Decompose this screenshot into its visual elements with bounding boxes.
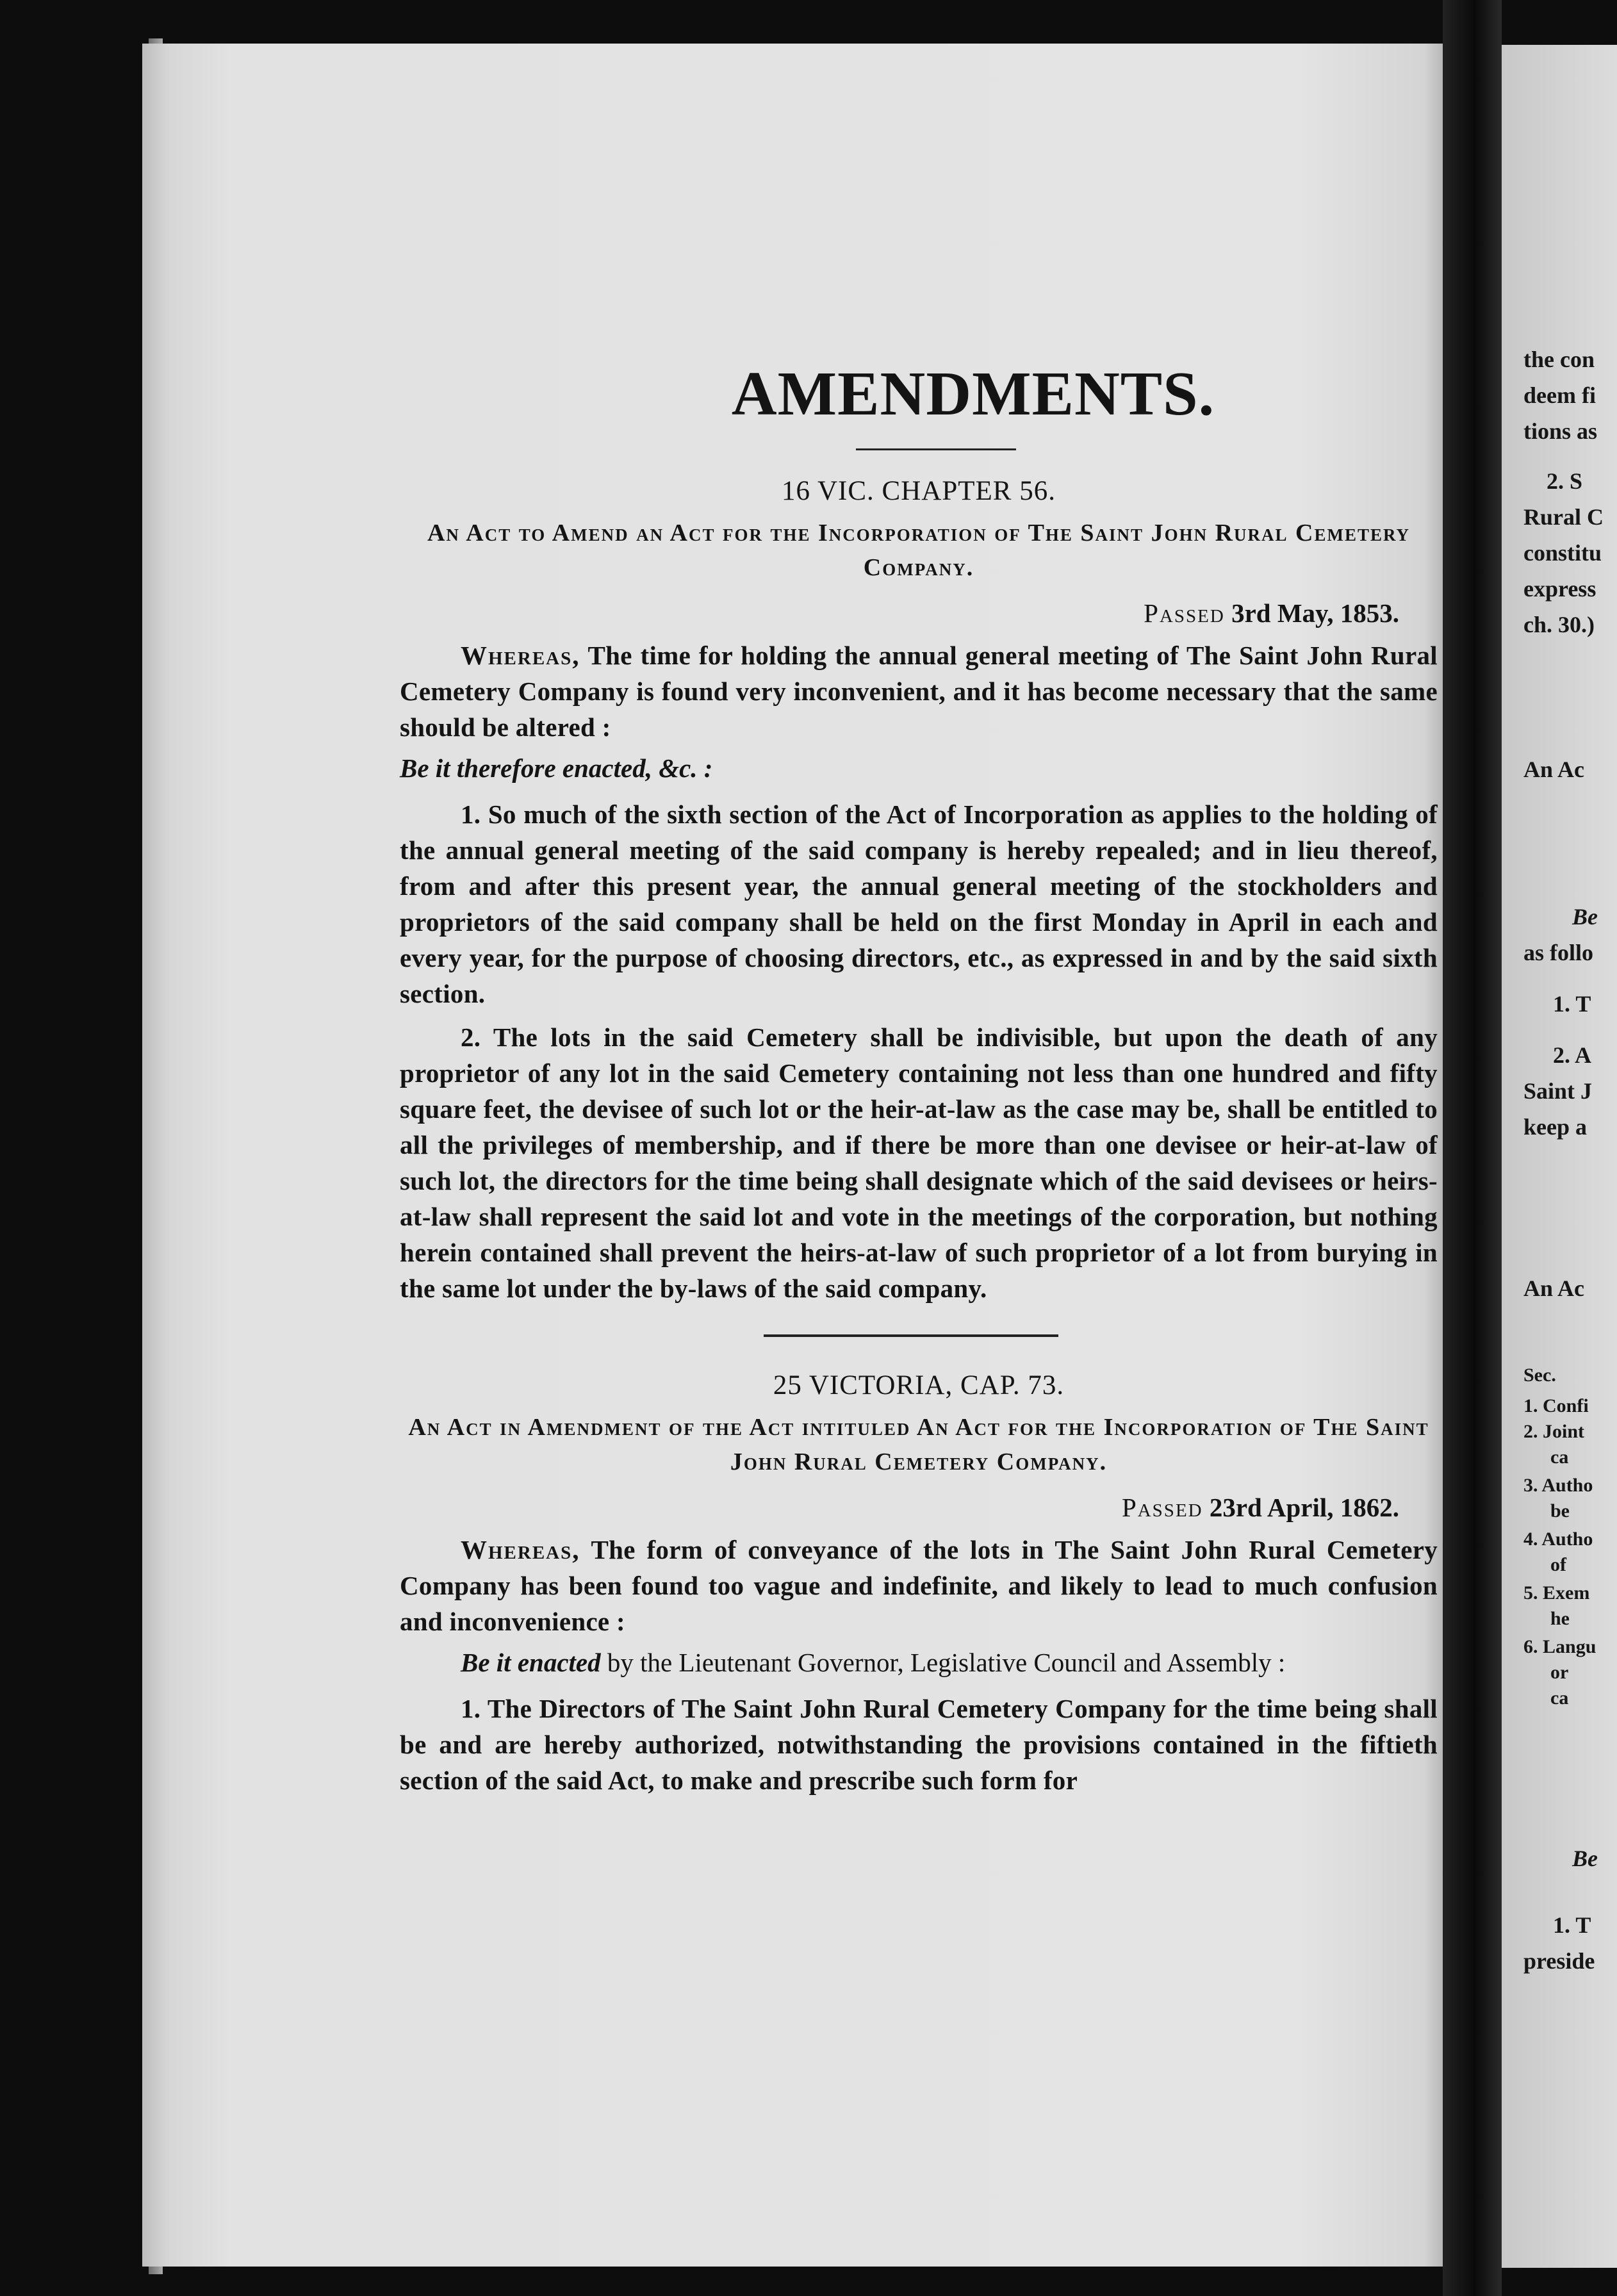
passed-date-value: 3rd May, 1853.	[1231, 598, 1399, 628]
facing-text-line: keep a	[1523, 1114, 1587, 1140]
passed-date	[400, 595, 1399, 631]
facing-text-line: he	[1550, 1608, 1570, 1629]
facing-text-line: constitu	[1523, 540, 1602, 566]
facing-text-line: 2. Joint	[1523, 1421, 1585, 1442]
facing-text-line: the con	[1523, 347, 1595, 372]
page-content	[400, 359, 1438, 1798]
facing-text-line: ca	[1550, 1687, 1569, 1709]
divider	[764, 1334, 1058, 1337]
facing-text-line: An Ac	[1523, 1275, 1585, 1301]
enacting-italic: Be it enacted	[461, 1648, 601, 1677]
facing-text-line: Rural C	[1523, 504, 1604, 530]
divider	[856, 448, 1016, 450]
act-title: An Act to Amend an Act for the Incorporation of The Saint John Rural Cemetery Company.	[427, 520, 1411, 581]
book-gutter	[1443, 0, 1502, 2296]
preamble	[400, 637, 1438, 745]
facing-text-line: deem fi	[1523, 382, 1596, 408]
preamble-text: The time for holding the annual general meeting of The Saint John Rural Cemetery Company is found very inconvenient, and it has become necessary that the same should be altered :	[400, 641, 1438, 742]
facing-text-line: Sec.	[1523, 1365, 1556, 1386]
facing-text-line: 4. Autho	[1523, 1529, 1593, 1550]
facing-text-line: 5. Exem	[1523, 1582, 1590, 1603]
facing-text-line: be	[1550, 1500, 1570, 1521]
facing-text-line: 2. S	[1547, 468, 1583, 494]
facing-text-line: or	[1550, 1662, 1569, 1683]
enacting-text: by the Lieutenant Governor, Legislative Council and Assembly :	[600, 1648, 1286, 1677]
facing-text-line: 6. Langu	[1523, 1636, 1596, 1657]
facing-text-line: tions as	[1523, 418, 1598, 444]
preamble	[400, 1532, 1438, 1639]
facing-text-line: 2. A	[1553, 1042, 1592, 1068]
amendment-section	[400, 473, 1438, 1306]
facing-text-line: preside	[1523, 1948, 1595, 1974]
facing-text-line: ch. 30.)	[1523, 612, 1595, 637]
clause: 1. So much of the sixth section of the Act of Incorporation as applies to the holding of the annual general meeting of the said company is hereby repealed; and in lieu thereof, from and after this present year, the annual general meeting of the stockholders and proprietors of the said company shall be held on the first Monday in April in each and every year, for the purpose of choosing directors, etc., as expressed in and by the said sixth section.	[400, 800, 1438, 1008]
facing-text-line: An Ac	[1523, 757, 1585, 782]
passed-date-value: 23rd April, 1862.	[1209, 1493, 1399, 1522]
facing-text-line: of	[1550, 1554, 1566, 1575]
facing-text-line: 1. T	[1553, 1912, 1591, 1938]
whereas-label: Whereas,	[461, 641, 580, 670]
chapter-heading: 25 VICTORIA, CAP. 73.	[773, 1370, 1065, 1400]
facing-text-line: ca	[1550, 1447, 1569, 1468]
facing-page-fragment	[1502, 45, 1617, 2268]
facing-text-line: 1. T	[1553, 991, 1591, 1017]
enacting-text: Be it therefore enacted, &c. :	[400, 753, 713, 783]
facing-text-line: 1. Confi	[1523, 1395, 1589, 1416]
enacting-clause	[400, 1644, 1438, 1680]
act-title: An Act in Amendment of the Act intituled An Act for the Incorporation of The Saint John Rural Cemetery Company.	[408, 1414, 1429, 1475]
clause: 1. The Directors of The Saint John Rural Cemetery Company for the time being shall be and are hereby authorized, notwithstanding the provisions contained in the fiftieth section of the said Act, to make and prescribe such form for	[400, 1694, 1438, 1795]
preamble-text: The form of conveyance of the lots in The Saint John Rural Cemetery Company has been found too vague and indefinite, and likely to lead to much confusion and inconvenience :	[400, 1535, 1438, 1636]
passed-label: Passed	[1144, 598, 1225, 628]
facing-text-line: express	[1523, 576, 1596, 602]
facing-text-line: as follo	[1523, 940, 1594, 965]
passed-date	[400, 1489, 1399, 1525]
clause: 2. The lots in the said Cemetery shall be indivisible, but upon the death of any proprietor of any lot in the said Cemetery containing not less than one hundred and fifty square feet, the devisee of such lot or the heir-at-law as the case may be, shall be entitled to all the privileges of membership, and if there be more than one devisee or heir-at-law of such lot, the directors for the time being shall designate which of the said devisees or heirs-at-law shall represent the said lot and vote in the meetings of the corporation, but nothing herein contained shall prevent the heirs-at-law of such proprietor of a lot from burying in the same lot under the by-laws of the said company.	[400, 1022, 1438, 1303]
facing-text-line: 3. Autho	[1523, 1475, 1593, 1496]
page-title: AMENDMENTS.	[731, 359, 1215, 429]
whereas-label: Whereas,	[461, 1535, 580, 1564]
facing-text-line: Be	[1572, 1846, 1598, 1871]
facing-text-line: Saint J	[1523, 1078, 1593, 1104]
amendment-section	[400, 1368, 1438, 1798]
facing-text-line: Be	[1572, 904, 1598, 930]
chapter-heading: 16 VIC. CHAPTER 56.	[782, 476, 1056, 506]
passed-label: Passed	[1121, 1493, 1203, 1522]
enacting-clause	[400, 750, 1438, 786]
